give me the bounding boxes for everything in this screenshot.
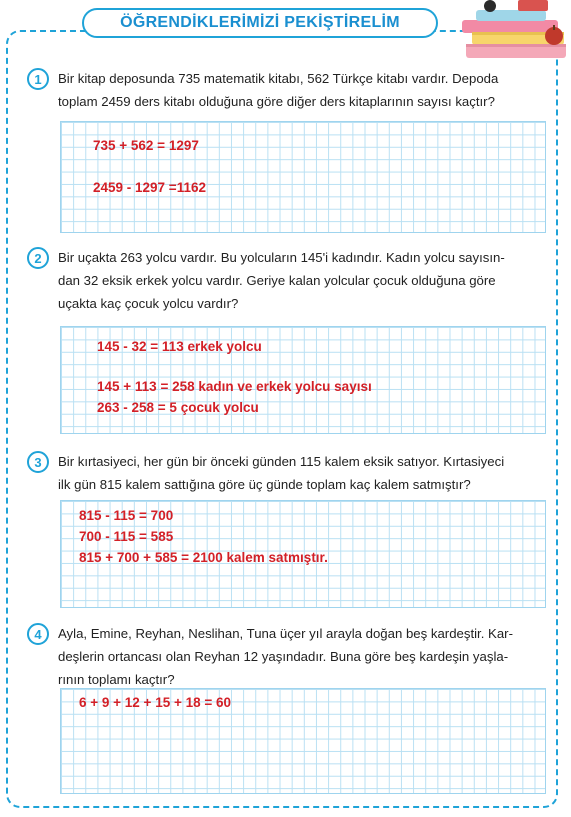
answer-line: 815 + 700 + 585 = 2100 kalem satmıştır. <box>79 550 328 565</box>
question-number: 1 <box>34 71 42 87</box>
answer-line: 815 - 115 = 700 <box>79 508 174 523</box>
answer-grid[interactable] <box>60 326 546 434</box>
question-line: Bir kitap deposunda 735 matematik kitabı, 562 Türkçe kitabı vardır. Depoda <box>58 71 499 86</box>
question-text <box>58 246 536 315</box>
answer-line: 145 + 113 = 258 kadın ve erkek yolcu sayısı <box>97 379 372 394</box>
answer-line: 700 - 115 = 585 <box>79 529 174 544</box>
question-line: uçakta kaç çocuk yolcu vardır? <box>58 296 239 311</box>
page-title-text: ÖĞRENDİKLERİMİZİ PEKİŞTİRELİM <box>120 14 400 31</box>
question-number: 4 <box>34 626 42 642</box>
answer-line: 145 - 32 = 113 erkek yolcu <box>97 339 262 354</box>
answer-line: 263 - 258 = 5 çocuk yolcu <box>97 400 259 415</box>
question-line: deşlerin ortancası olan Reyhan 12 yaşındadır. Buna göre beş kardeşin yaşla- <box>58 649 509 664</box>
page-title <box>82 8 438 38</box>
question-number-badge <box>27 451 49 473</box>
answer-line: 6 + 9 + 12 + 15 + 18 = 60 <box>79 695 232 710</box>
answer-grid[interactable] <box>60 688 546 794</box>
answer-grid[interactable] <box>60 500 546 608</box>
answer-line: 2459 - 1297 =1162 <box>93 180 206 195</box>
question-number: 2 <box>34 250 42 266</box>
question-number: 3 <box>34 454 42 470</box>
books-illustration-icon <box>458 0 571 64</box>
question-text <box>58 450 536 496</box>
question-number-badge <box>27 623 49 645</box>
question-line: ilk gün 815 kalem sattığına göre üç günde toplam kaç kalem satmıştır? <box>58 477 471 492</box>
question-line: Bir uçakta 263 yolcu vardır. Bu yolcuların 145'i kadındır. Kadın yolcu sayısın- <box>58 250 505 265</box>
question-line: Bir kırtasiyeci, her gün bir önceki günden 115 kalem eksik satıyor. Kırtasiyeci <box>58 454 505 469</box>
answer-grid[interactable] <box>60 121 546 233</box>
question-text <box>58 67 536 113</box>
question-line: toplam 2459 ders kitabı olduğuna göre diğer ders kitaplarının sayısı kaçtır? <box>58 94 495 109</box>
question-line: rının toplamı kaçtır? <box>58 672 175 687</box>
question-text <box>58 622 536 691</box>
question-line: dan 32 eksik erkek yolcu vardır. Geriye kalan yolcular çocuk olduğuna göre <box>58 273 496 288</box>
question-number-badge <box>27 247 49 269</box>
question-number-badge <box>27 68 49 90</box>
question-line: Ayla, Emine, Reyhan, Neslihan, Tuna üçer yıl arayla doğan beş kardeştir. Kar- <box>58 626 513 641</box>
answer-line: 735 + 562 = 1297 <box>93 138 199 153</box>
